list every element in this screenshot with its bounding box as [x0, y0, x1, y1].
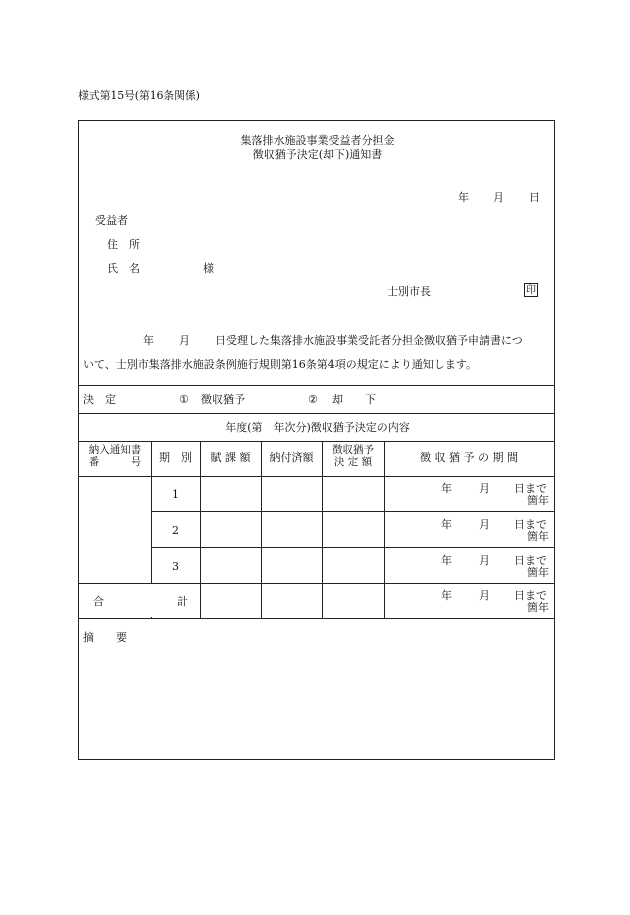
row2-until: 日まで [514, 518, 547, 531]
row2-year: 年 [441, 518, 452, 531]
header-assessed: 賦 課 額 [210, 451, 251, 464]
body-text-line2: いて、士別市集落排水施設条例施行規則第16条第4項の規定により通知します。 [83, 358, 477, 371]
header-deferral-line2: 決 定 額 [333, 456, 373, 468]
total-label-right: 計 [177, 595, 188, 608]
row3-years-count: 箇年 [527, 566, 549, 579]
decision-label: 決 定 [83, 393, 116, 406]
form-title-line1: 集落排水施設事業受益者分担金 [240, 134, 395, 147]
row1-years-count: 箇年 [527, 494, 549, 507]
date-year-label: 年 [458, 191, 469, 204]
row3-year: 年 [441, 554, 452, 567]
option2-rejection: 却 下 [332, 393, 376, 406]
row3-month: 月 [479, 554, 490, 567]
row2-period: 2 [172, 524, 179, 537]
date-day-label: 日 [529, 191, 540, 204]
honorific-label: 様 [203, 262, 214, 275]
total-month: 月 [479, 589, 490, 602]
total-label-left: 合 [93, 595, 104, 608]
seal-mark: 印 [526, 285, 536, 296]
date-month-label: 月 [493, 191, 504, 204]
body-text-line1: 日受理した集落排水施設事業受託者分担金徴収猶予申請書につ [215, 334, 523, 347]
header-notice-no-line2: 番 号 [88, 456, 142, 468]
issuer-label: 士別市長 [387, 285, 431, 298]
header-paid: 納付済額 [269, 451, 314, 464]
total-years-count: 箇年 [527, 601, 549, 614]
option1-mark: ① [179, 393, 189, 406]
name-label: 氏 名 [107, 262, 140, 275]
row1-year: 年 [441, 482, 452, 495]
notice-form-frame [78, 120, 555, 760]
header-period: 期 別 [159, 451, 192, 464]
header-deferral-period: 徴 収 猶 予 の 期 間 [420, 451, 518, 464]
body-month-label: 月 [179, 334, 190, 347]
row3-period: 3 [172, 560, 179, 573]
total-until: 日まで [514, 589, 547, 602]
header-deferral-line1: 徴収猶予 [332, 444, 374, 456]
row2-years-count: 箇年 [527, 530, 549, 543]
row2-month: 月 [479, 518, 490, 531]
row1-until: 日まで [514, 482, 547, 495]
option1-deferral: 徴収猶予 [201, 393, 245, 406]
remarks-label: 摘 要 [83, 631, 127, 644]
total-year: 年 [441, 589, 452, 602]
address-label: 住 所 [107, 238, 140, 251]
form-number-label: 様式第15号(第16条関係) [78, 89, 200, 102]
recipient-label: 受益者 [95, 214, 128, 227]
header-notice-no-line1: 納入通知書 [88, 444, 142, 456]
content-heading: 年度(第 年次分)徴収猶予決定の内容 [225, 421, 410, 434]
row1-month: 月 [479, 482, 490, 495]
row3-until: 日まで [514, 554, 547, 567]
row1-period: 1 [172, 488, 179, 501]
form-title-line2: 徴収猶予決定(却下)通知書 [252, 148, 383, 161]
body-year-label: 年 [143, 334, 154, 347]
option2-mark: ② [308, 393, 318, 406]
